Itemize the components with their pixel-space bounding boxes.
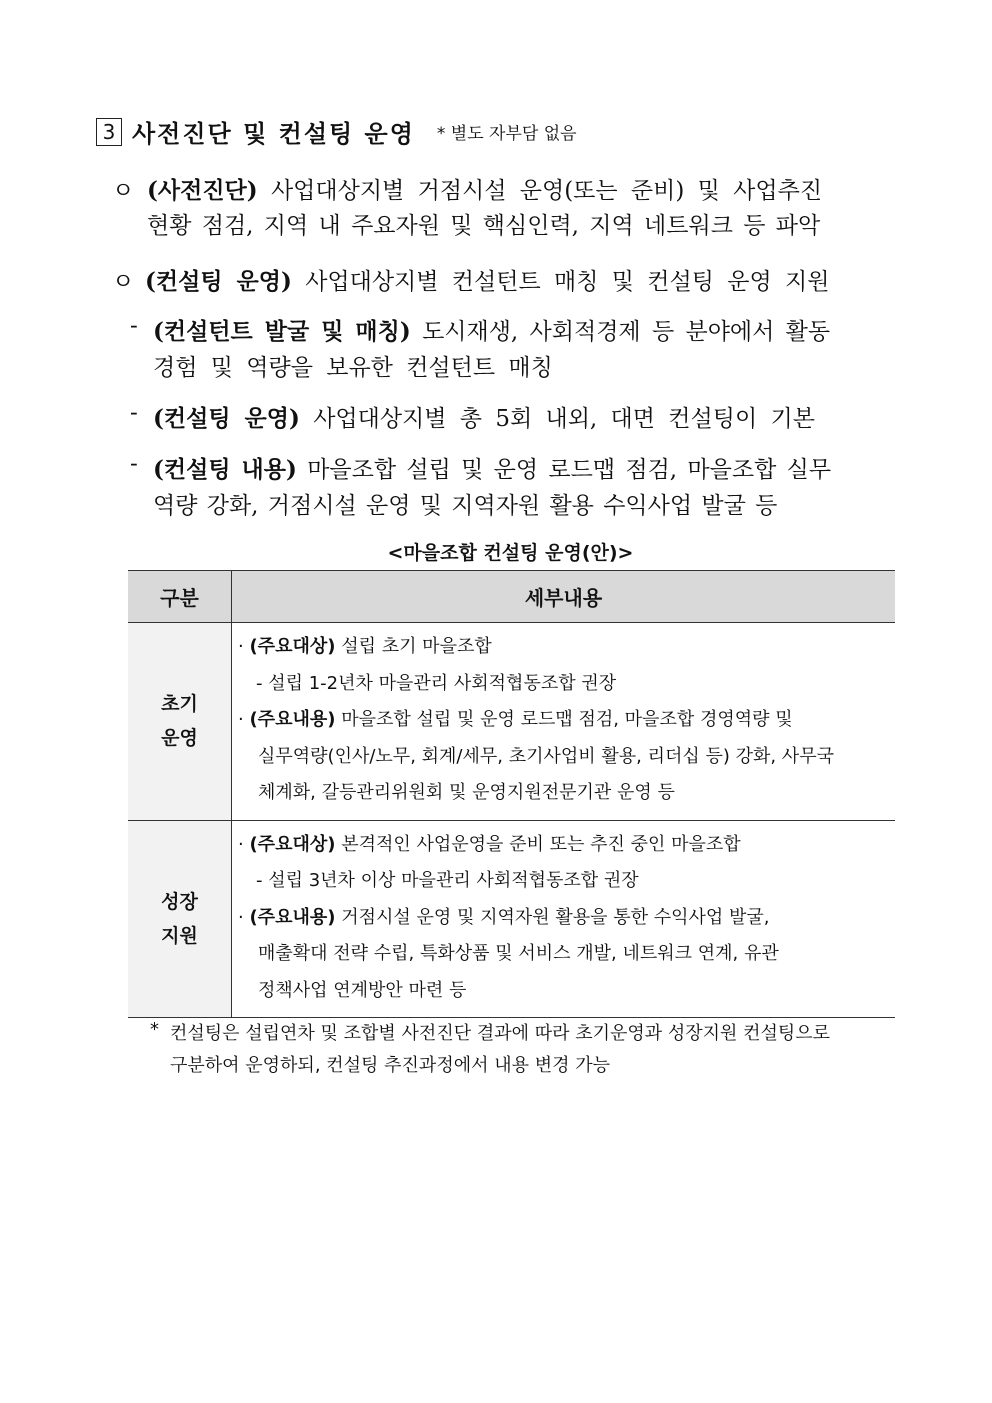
item-line [145,263,829,296]
item-text: 사업대상지별 컨설턴트 매칭 및 컨설팅 운영 지원 [305,269,830,295]
row-content [232,820,896,1018]
content-line [238,629,895,666]
line-text: 설립 3년차 이상 마을관리 사회적협동조합 권장 [268,870,639,891]
item-head: (컨설팅 운영) [145,268,292,295]
content-line: 매출확대 전략 수립, 특화상품 및 서비스 개발, 네트워크 연계, 유관 [258,943,779,964]
content-line [238,702,895,739]
subitem-text: 도시재생, 사회적경제 등 분야에서 활동 [422,319,831,345]
subitem-line [153,451,831,484]
line-bold: (주요내용) [249,709,336,730]
line-prefix: · [238,709,250,730]
subitem-line [153,400,815,433]
content-line [238,900,895,937]
line-text: 마을조합 설립 및 운영 로드맵 점검, 마을조합 경영역량 및 [335,709,793,730]
subitem-text: 사업대상지별 총 5회 내외, 대면 컨설팅이 기본 [313,406,815,432]
section-note: * 별도 자부담 없음 [436,124,577,144]
content-line: 정책사업 연계방안 마련 등 [258,979,467,1001]
subitem-head: (컨설팅 내용) [153,456,297,483]
footnote-line: 컨설팅은 설립연차 및 조합별 사전진단 결과에 따라 초기운영과 성장지원 컨설팅으로 [170,1023,831,1044]
row-content [232,623,896,821]
line-prefix: - [256,870,269,891]
line-text: 본격적인 사업운영을 준비 또는 추진 중인 마을조합 [335,833,741,855]
row-label-line: 지원 [161,924,198,947]
subitem-bullet: - [130,451,138,477]
line-prefix: - [256,672,269,694]
table-caption: <마을조합 컨설팅 운영(안)> [387,542,634,564]
line-text: 거점시설 운영 및 지역자원 활용을 통한 수익사업 발굴, [335,906,770,928]
line-text: 설립 초기 마을조합 [335,636,492,657]
table-header-details: 세부내용 [232,571,896,623]
content-line: 체계화, 갈등관리위원회 및 운영지원전문기관 운영 등 [258,782,675,803]
content-line [238,827,895,864]
item-text: 사업대상지별 거점시설 운영(또는 준비) 및 사업추진 [270,178,823,204]
content-line [238,666,895,703]
row-label [128,820,232,1018]
content-line [238,863,895,900]
table-row [128,623,895,821]
subitem-text: 마을조합 설립 및 운영 로드맵 점검, 마을조합 실무 [307,457,832,483]
subitem-head: (컨설팅 운영) [153,405,300,432]
subitem-line: 경험 및 역량을 보유한 컨설턴트 매칭 [153,355,553,381]
line-bold: (주요대상) [249,833,336,855]
section-heading [96,114,577,149]
item-bullet: ㅇ [112,269,135,295]
subitem-bullet: - [130,313,138,339]
line-bold: (주요대상) [249,636,336,657]
line-bold: (주요내용) [249,906,336,928]
line-prefix: · [238,906,250,928]
item-line: 현황 점검, 지역 내 주요자원 및 핵심인력, 지역 네트워크 등 파악 [147,213,821,239]
item-line [147,172,822,205]
table-row [128,820,895,1018]
line-prefix: · [238,833,250,855]
line-text: 설립 1-2년차 마을관리 사회적협동조합 권장 [268,672,617,694]
section-number: 3 [96,118,122,146]
footnote-marker: * [150,1019,159,1040]
footnote-line: 구분하여 운영하되, 컨설팅 추진과정에서 내용 변경 가능 [170,1055,610,1076]
consulting-table [128,570,895,1018]
line-prefix: · [238,636,250,657]
row-label-line: 운영 [161,727,198,750]
row-label [128,623,232,821]
item-head: (사전진단) [147,177,258,204]
subitem-line: 역량 강화, 거점시설 운영 및 지역자원 활용 수익사업 발굴 등 [153,493,778,519]
row-label-line: 성장 [161,890,198,913]
subitem-head: (컨설턴트 발굴 및 매칭) [153,318,411,345]
row-label-line: 초기 [161,693,198,716]
section-title: 사전진단 및 컨설팅 운영 [132,119,415,148]
table-header-row [128,571,895,623]
content-line: 실무역량(인사/노무, 회계/세무, 초기사업비 활용, 리더십 등) 강화, 사무국 [258,745,834,767]
item-bullet: ㅇ [112,178,135,204]
table-header-category: 구분 [128,571,232,623]
subitem-bullet: - [130,400,138,426]
subitem-line [153,313,830,346]
